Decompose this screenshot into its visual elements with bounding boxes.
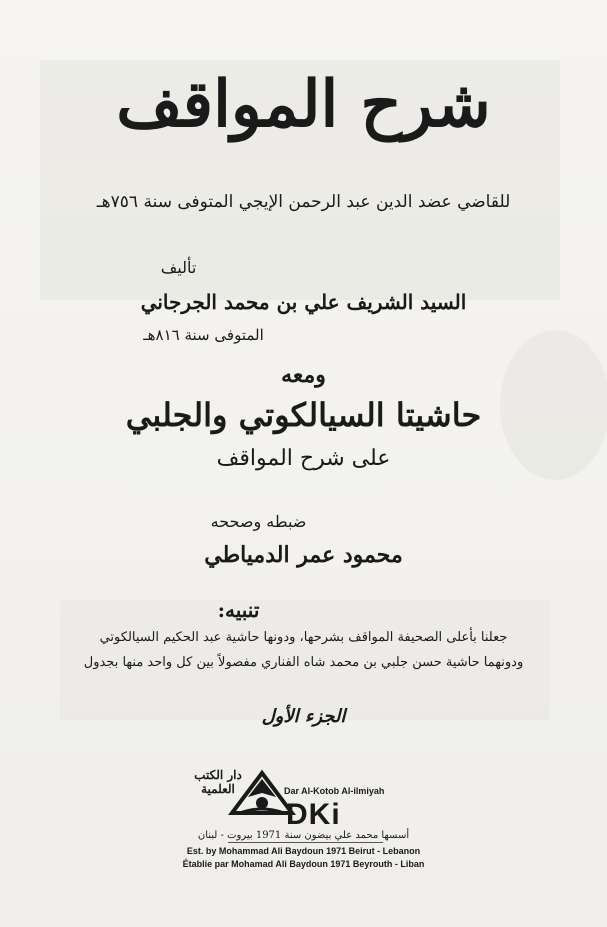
editor-name: محمود عمر الدمياطي bbox=[204, 542, 403, 568]
authorship-label: تأليف bbox=[160, 258, 197, 277]
editing-label: ضبطه وصححه bbox=[210, 512, 307, 531]
author-death-date: المتوفى سنة ٨١٦هـ bbox=[143, 326, 264, 344]
publisher-founding-ar: أسسها محمد علي بيضون سنة 1971 بيروت - لبنان bbox=[197, 830, 410, 841]
accompanied-by-label: ومعه bbox=[281, 362, 326, 388]
notice-heading: تنبيه: bbox=[217, 598, 260, 622]
commentaries-title: حاشيتا السيالكوتي والجلبي bbox=[125, 396, 482, 434]
volume-label: الجزء الأول bbox=[261, 706, 346, 727]
commentaries-subtitle: على شرح المواقف bbox=[216, 446, 391, 471]
publisher-name-en: Dar Al-Kotob Al-ilmiyah bbox=[284, 786, 385, 796]
publisher-founding-en: Est. by Mohammad Ali Baydoun 1971 Beirut - Lebanon bbox=[186, 846, 421, 856]
publisher-abbreviation: DKi bbox=[286, 798, 341, 831]
publisher-divider bbox=[228, 842, 383, 843]
book-subtitle: للقاضي عضد الدين عبد الرحمن الإيجي المتوفى سنة ٧٥٦هـ bbox=[96, 192, 511, 212]
book-title: شرح المواقف bbox=[116, 67, 491, 142]
publisher-name-ar: دار الكتب العلمية bbox=[194, 768, 242, 796]
notice-line-1: جعلنا بأعلى الصحيفة المواقف بشرحها، ودونها حاشية عبد الحكيم السيالكوتي bbox=[99, 630, 508, 645]
publisher-founding-fr: Établie par Mohamad Ali Baydoun 1971 Beyrouth - Liban bbox=[182, 859, 425, 869]
author-name: السيد الشريف علي بن محمد الجرجاني bbox=[140, 290, 467, 314]
notice-line-2: ودونهما حاشية حسن جلبي بن محمد شاه الفناري مفصولاً بين كل واحد منها بجدول bbox=[83, 655, 524, 670]
